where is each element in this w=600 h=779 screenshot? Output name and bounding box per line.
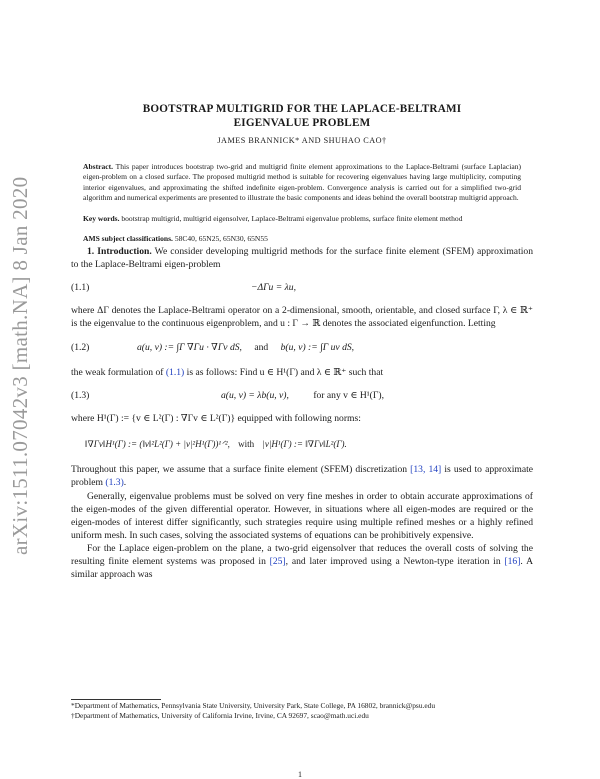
main-content [71,102,533,581]
equation-connector: and [254,342,269,354]
citation-link[interactable]: [25] [269,556,286,567]
paragraph-after-1-1: where ΔΓ denotes the Laplace-Beltrami operator on a 2-dimensional, smooth, orientable, and closed surface Γ, λ ∈ ℝ⁺ is the eigenvalue to the continuous eigenproblem, and u : Γ → ℝ denotes the associated eigenfunction. Letting [71,304,533,330]
equation-body [85,431,347,457]
text-segment: is as follows: Find u ∈ H¹(Γ) and λ ∈ ℝ⁺ such that [186,367,384,379]
ams-label: AMS subject classifications. [83,234,173,244]
equation-body [221,385,384,406]
equation-link[interactable]: (1.1) [165,367,185,379]
footnote-rule [71,699,161,700]
title-line-1: BOOTSTRAP MULTIGRID FOR THE LAPLACE-BELTRAMI [142,103,462,115]
equation-part-b: b(u, v) := ∫Γ uv dS, [280,342,355,354]
equation-number: (1.2) [71,342,90,354]
equation-link[interactable]: (1.3) [105,477,124,489]
paragraph-laplace [71,542,533,581]
norm-definition-b: |v|H¹(Γ) := ‖∇Γv‖L²(Γ). [262,439,347,450]
text-segment: For the Laplace eigen-problem on the plane, a two-grid eigensolver that reduces the overall costs of solving the resulting finite element systems was proposed in [71,542,533,567]
arxiv-stamp: arXiv:1511.07042v3 [math.NA] 8 Jan 2020 [8,176,32,555]
equation-body [251,277,296,298]
abstract-label: Abstract. [83,162,113,171]
equation-body [137,336,354,360]
ams-text: 58C40, 65N25, 65N30, 65N55 [174,234,268,244]
citation-link[interactable]: [16] [504,556,521,567]
keywords [83,214,521,224]
equation-number: (1.3) [71,390,90,402]
intro-text: We consider developing multigrid methods for the surface finite element (SFEM) approximation to the Laplace-Beltrami eigen-problem [71,245,533,270]
page-number: 1 [298,770,302,779]
paragraph-generally: Generally, eigenvalue problems must be solved on very fine meshes in order to obtain accurate approximations of the eigen-modes of the given differential operator. However, in situations where all eigen-modes are required or the eigen-modes of interest differ significantly, such strategies require using multiple refined meshes or a highly refined uniform mesh. In such cases, solving the associated systems of equations can be prohibitively expensive. [71,490,533,541]
ams-classification [83,234,521,244]
citation-link[interactable]: [13, 14] [410,464,442,476]
keywords-label: Key words. [83,214,120,224]
text-segment: , and later improved using a Newton-type iteration in [285,556,501,567]
equation-1-3 [71,385,533,406]
paper-title [71,102,533,130]
equation-part-a: a(u, v) := ∫Γ ∇Γu · ∇Γv dS, [137,342,242,354]
text-segment: . [123,477,127,489]
equation-text: a(u, v) = λb(u, v), [221,390,289,402]
footnote-1: *Department of Mathematics, Pennsylvania State University, University Park, State College, PA 16802, brannick@psu.edu [71,701,436,710]
equation-1-1 [71,277,533,298]
abstract [83,162,521,203]
footnotes [71,701,533,720]
authors: JAMES BRANNICK* AND SHUHAO CAO† [217,136,387,145]
equation-condition: for any v ∈ H¹(Γ), [313,390,384,402]
keywords-text: bootstrap multigrid, multigrid eigensolver, Laplace-Beltrami eigenvalue problems, surface finite element method [121,214,463,224]
paragraph-after-1-2 [71,366,533,379]
abstract-text: This paper introduces bootstrap two-grid and multigrid finite element approximations to the Laplace-Beltrami (surface Laplacian) eigen-problem on a closed surface. The proposed multigrid method is suitable for recovering eigenvalues having large multiplicity, computing interior eigenvalues, and approximating the shifted indefinite eigen-problem. Convergence analysis is carried out for a simplified two-grid algorithm and numerical experiments are presented to illustrate the basic components and ideas behind the overall bootstrap multigrid approach. [83,162,521,202]
section-heading: 1. Introduction. [87,245,152,257]
equation-1-2 [71,336,533,360]
intro-paragraph [71,245,533,271]
footnote-2: †Department of Mathematics, University of California Irvine, Irvine, CA 92697, scao@math.uci.edu [71,710,369,720]
text-segment: is used to approximate problem [71,464,534,489]
text-segment: the weak formulation of [71,367,164,379]
norm-definition-a: ‖∇Γv‖H¹(Γ) := (‖v‖²L²(Γ) + |v|²H¹(Γ))¹ᐟ², [85,439,230,450]
text-segment: . A similar approach was [71,556,533,581]
title-line-2: EIGENVALUE PROBLEM [233,117,371,129]
equation-connector: with [238,439,255,450]
paragraph-after-1-3: where H¹(Γ) := {v ∈ L²(Γ) : ∇Γv ∈ L²(Γ)} equipped with following norms: [71,413,361,425]
equation-norms [71,431,533,457]
equation-number: (1.1) [71,281,90,293]
paragraph-sfem [71,463,533,489]
text-segment: Throughout this paper, we assume that a surface finite element (SFEM) discretization [71,464,408,476]
equation-text: −ΔΓu = λu, [251,281,296,293]
